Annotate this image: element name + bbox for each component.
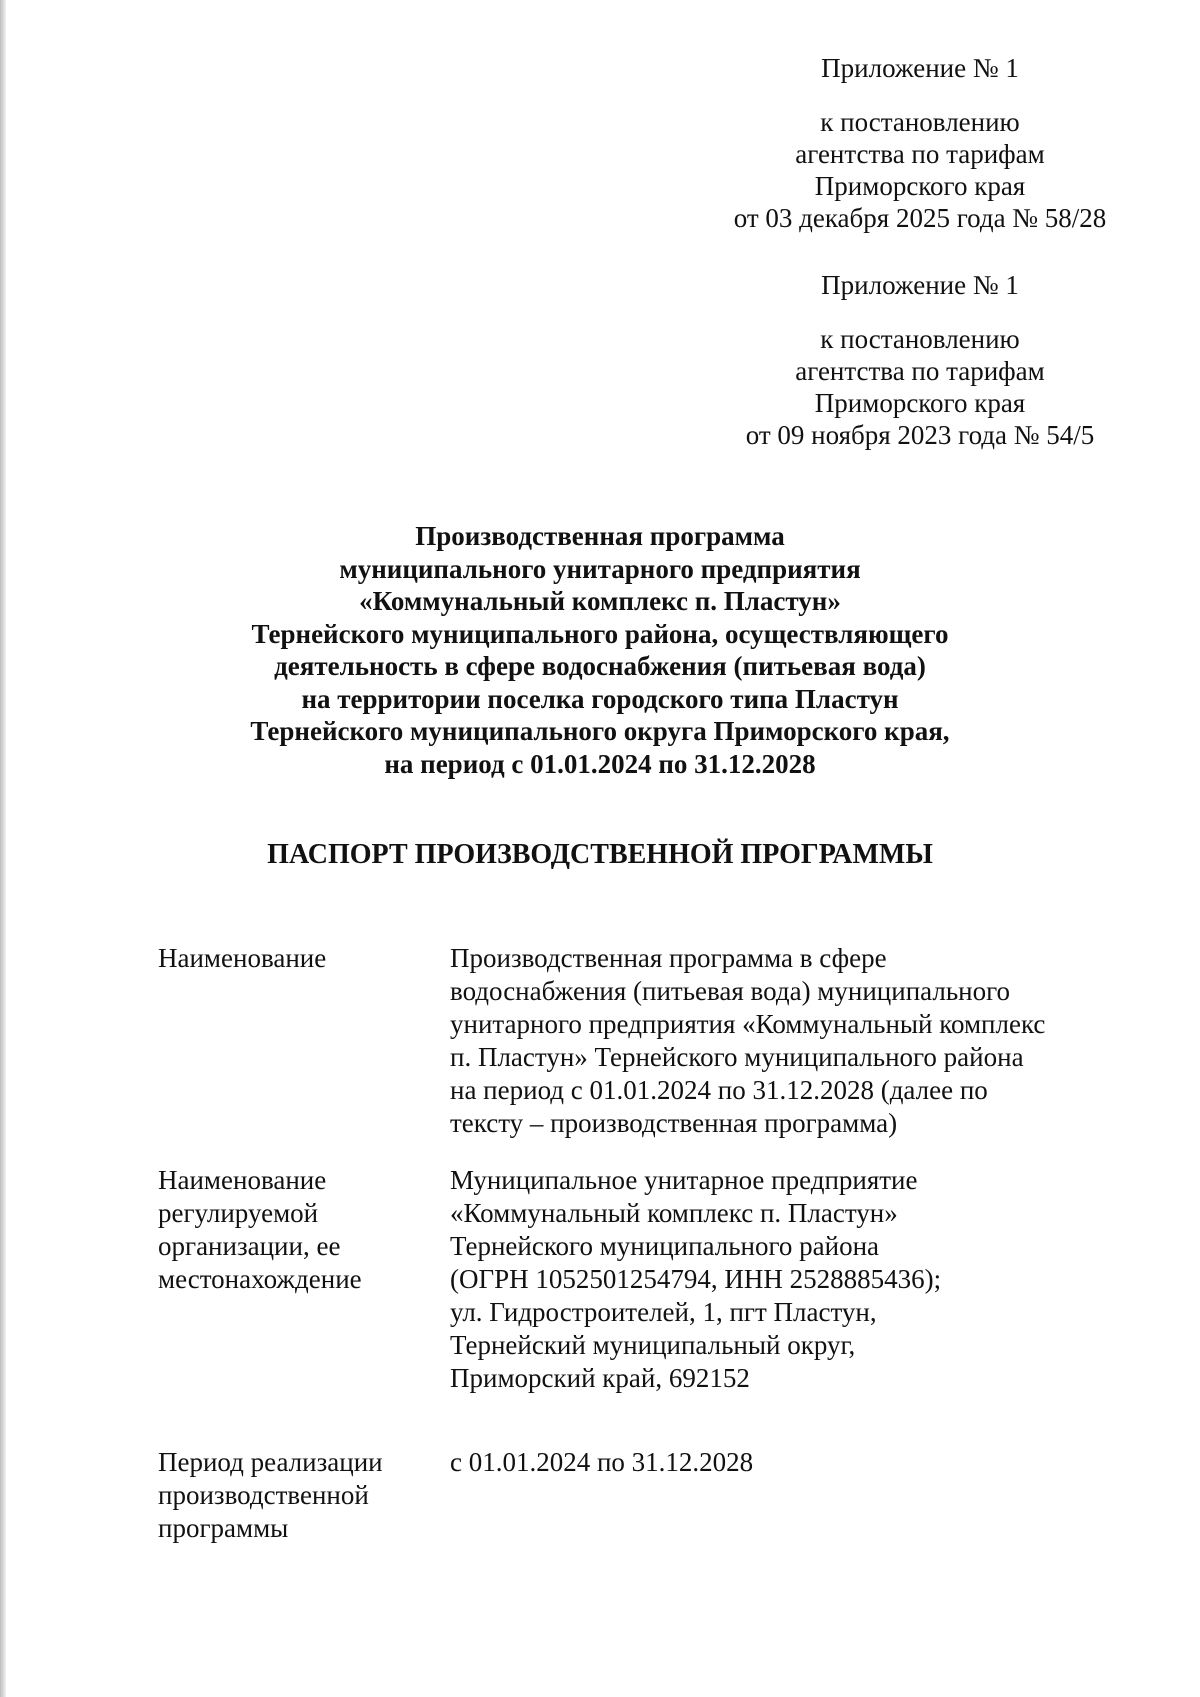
program-title-line: на период с 01.01.2024 по 31.12.2028: [384, 748, 816, 779]
label-line: Наименование: [158, 943, 327, 973]
passport-heading: ПАСПОРТ ПРОИЗВОДСТВЕННОЙ ПРОГРАММЫ: [267, 839, 933, 870]
appendix-line: от 09 ноября 2023 года № 54/5: [745, 420, 1095, 450]
appendix-line: к постановлению: [820, 107, 1020, 137]
program-title-line: Тернейского муниципального округа Приморского края,: [250, 716, 950, 746]
passport-row-value: [450, 1446, 1118, 1479]
program-title-line: «Коммунальный комплекс п. Пластун»: [359, 586, 841, 616]
passport-row-value: [450, 1164, 1118, 1395]
scan-page-edge: [0, 0, 6, 1697]
passport-row-organization: [158, 1164, 1118, 1446]
value-line: Тернейский муниципальный округ,: [450, 1330, 856, 1360]
label-line: регулируемой: [158, 1198, 319, 1228]
label-line: программы: [158, 1513, 289, 1543]
appendix-title: Приложение № 1: [821, 270, 1019, 300]
appendix-line: к постановлению: [820, 324, 1020, 354]
passport-row-label: [158, 1164, 438, 1296]
value-line: унитарного предприятия «Коммунальный комплекс: [450, 1009, 1046, 1039]
appendix-block-current: [700, 52, 1140, 234]
appendix-block-original: [700, 269, 1140, 451]
passport-row-value: [450, 942, 1118, 1140]
program-title-line: Тернейского муниципального района, осуществляющего: [251, 618, 949, 649]
label-line: Период реализации: [158, 1447, 383, 1477]
appendix-title: Приложение № 1: [821, 53, 1019, 83]
appendix-line: агентства по тарифам: [795, 139, 1045, 169]
passport-row-period: [158, 1446, 1118, 1566]
value-line: Муниципальное унитарное предприятие: [450, 1165, 918, 1195]
value-line: тексту – производственная программа): [450, 1108, 898, 1138]
program-title-line: деятельность в сфере водоснабжения (питьевая вода): [274, 651, 926, 681]
value-line: Производственная программа в сфере: [450, 943, 887, 973]
value-line: с 01.01.2024 по 31.12.2028: [450, 1447, 754, 1477]
value-line: Тернейского муниципального района: [450, 1231, 880, 1261]
passport-table: [158, 942, 1118, 1566]
program-title-line: муниципального унитарного предприятия: [339, 553, 861, 584]
program-title-line: на территории поселка городского типа Пластун: [301, 683, 899, 714]
appendix-line: Приморского края: [814, 388, 1026, 418]
value-line: Приморский край, 692152: [450, 1363, 750, 1393]
label-line: производственной: [158, 1480, 369, 1510]
value-line: водоснабжения (питьевая вода) муниципального: [450, 976, 1010, 1006]
passport-row-name: [158, 942, 1118, 1164]
label-line: Наименование: [158, 1165, 327, 1195]
appendix-line: агентства по тарифам: [795, 356, 1045, 386]
appendix-line: от 03 декабря 2025 года № 58/28: [733, 203, 1107, 233]
value-line: (ОГРН 1052501254794, ИНН 2528885436);: [450, 1264, 942, 1294]
value-line: п. Пластун» Тернейского муниципального района: [450, 1042, 1024, 1072]
passport-row-label: [158, 942, 438, 975]
label-line: организации, ее: [158, 1231, 341, 1261]
appendix-line: Приморского края: [814, 171, 1026, 201]
program-title-line: Производственная программа: [415, 521, 785, 551]
value-line: ул. Гидростроителей, 1, пгт Пластун,: [450, 1297, 877, 1327]
passport-row-label: [158, 1446, 438, 1545]
label-line: местонахождение: [158, 1264, 362, 1294]
program-title: [150, 520, 1050, 780]
value-line: «Коммунальный комплекс п. Пластун»: [450, 1198, 898, 1228]
value-line: на период с 01.01.2024 по 31.12.2028 (далее по: [450, 1075, 988, 1105]
